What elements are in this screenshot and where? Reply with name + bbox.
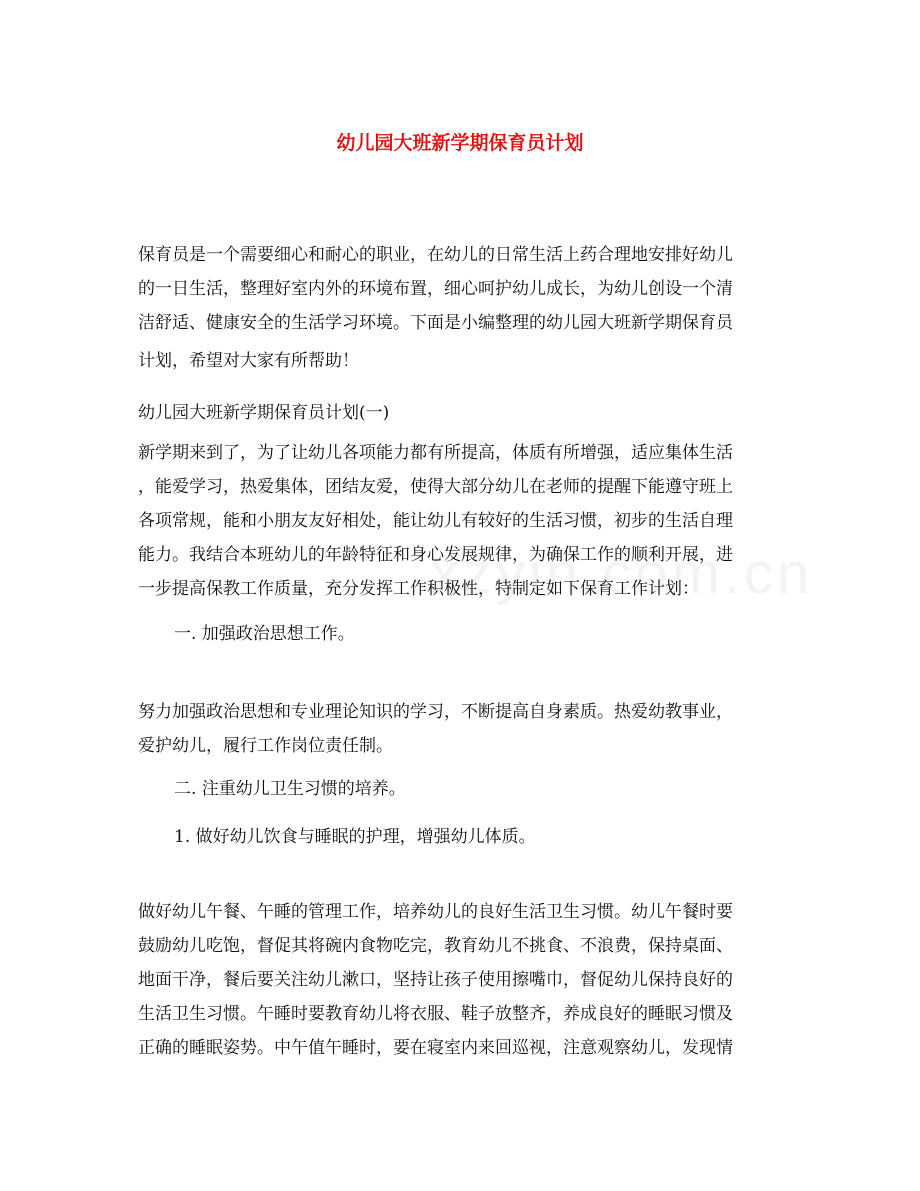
text-line: 爱护幼儿，履行工作岗位责任制。	[138, 736, 393, 756]
text-line: 一步提高保教工作质量，充分发挥工作积极性，特制定如下保育工作计划：	[138, 579, 699, 599]
text-line: 各项常规，能和小朋友友好相处，能让幼儿有较好的生活习惯，初步的生活自理	[138, 511, 733, 531]
text-line: 正确的睡眠姿势。中午值午睡时，要在寝室内来回巡视，注意观察幼儿，发现情	[138, 1038, 733, 1058]
text-line: 努力加强政治思想和专业理论知识的学习，不断提高自身素质。热爱幼教事业，	[138, 702, 733, 722]
heading-2-1	[174, 820, 814, 854]
text-line: 能力。我结合本班幼儿的年龄特征和身心发展规律，为确保工作的顺利开展，进	[138, 545, 733, 565]
text-line: 1. 做好幼儿饮食与睡眠的护理，增强幼儿体质。	[174, 827, 536, 847]
text-line: 新学期来到了，为了让幼儿各项能力都有所提高，体质有所增强，适应集体生活	[138, 443, 733, 463]
paragraph-1	[138, 695, 778, 763]
text-line: 洁舒适、健康安全的生活学习环境。下面是小编整理的幼儿园大班新学期保育员	[138, 313, 733, 333]
text-line: ，能爱学习，热爱集体，团结友爱，使得大部分幼儿在老师的提醒下能遵守班上	[138, 477, 733, 497]
text-line: 生活卫生习惯。午睡时要教育幼儿将衣服、鞋子放整齐，养成良好的睡眠习惯及	[138, 1004, 733, 1024]
document-title: 幼儿园大班新学期保育员计划	[336, 132, 584, 154]
text-line: 做好幼儿午餐、午睡的管理工作，培养幼儿的良好生活卫生习惯。幼儿午餐时要	[138, 902, 733, 922]
text-line: 一. 加强政治思想工作。	[174, 624, 355, 644]
text-line: 的一日生活，整理好室内外的环境布置，细心呵护幼儿成长，为幼儿创设一个清	[138, 279, 733, 299]
heading-1	[174, 617, 814, 651]
text-line: 地面干净，餐后要关注幼儿漱口，坚持让孩子使用擦嘴巾，督促幼儿保持良好的	[138, 970, 733, 990]
section-paragraph	[138, 436, 778, 606]
text-line: 二. 注重幼儿卫生习惯的培养。	[174, 779, 406, 799]
text-line: 保育员是一个需要细心和耐心的职业，在幼儿的日常生活上药合理地安排好幼儿	[138, 245, 733, 265]
paragraph-2	[138, 895, 778, 1065]
heading-2	[174, 772, 814, 806]
section-title	[138, 396, 778, 430]
intro-paragraph	[138, 238, 778, 378]
text-line: 幼儿园大班新学期保育员计划(一)	[138, 403, 390, 423]
text-line: 计划，希望对大家有所帮助！	[138, 351, 359, 371]
text-line: 鼓励幼儿吃饱，督促其将碗内食物吃完，教育幼儿不挑食、不浪费，保持桌面、	[138, 936, 733, 956]
